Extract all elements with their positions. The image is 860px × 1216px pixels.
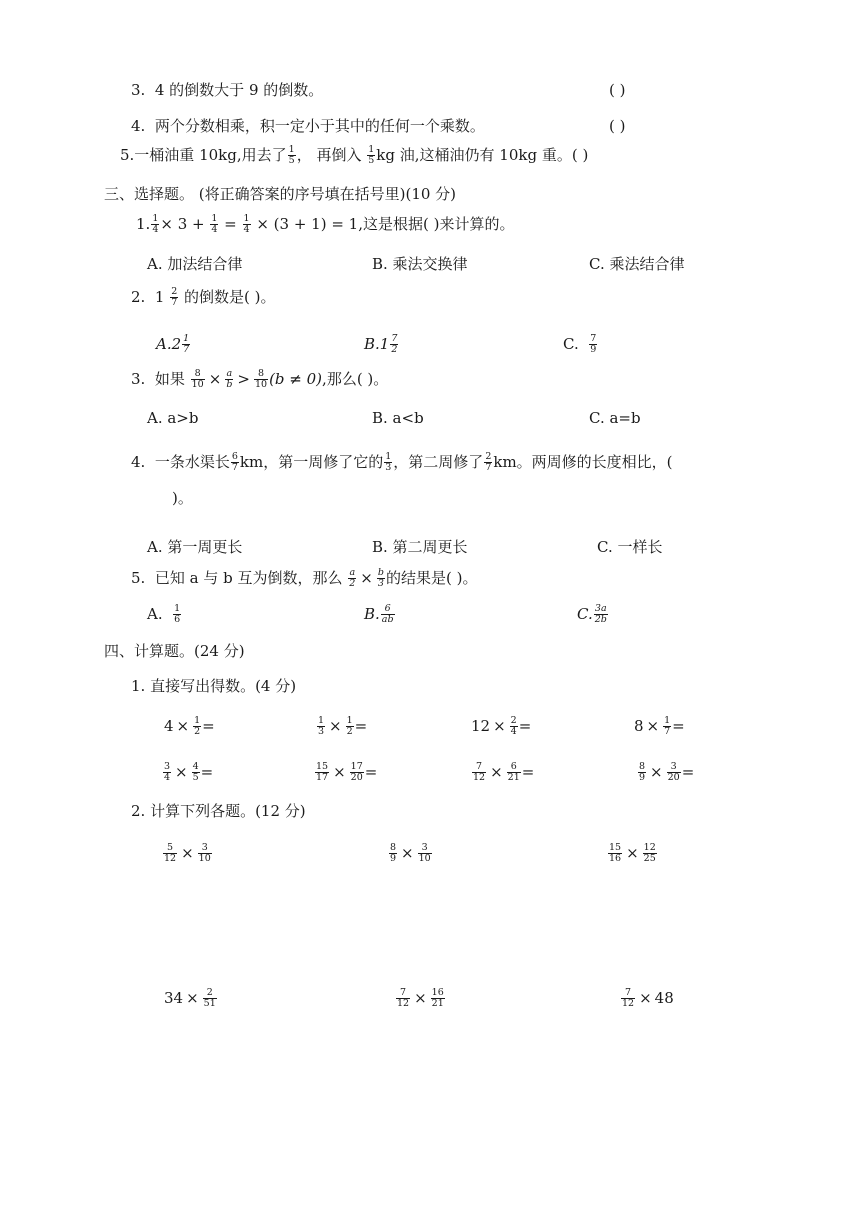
choice-q3: 3. 如果 $\frac{8}{10}$ × $\frac{a}{b}$ > $\frac{8}{10}$ (b ≠ 0),那么( )。 [131,367,389,390]
judge-q3: 3. 4 的倒数大于 9 的倒数。 [131,81,324,99]
choice-q4-option-a[interactable]: A. 第一周更长 [147,538,243,556]
choice-q4: 4. 一条水渠长 $\frac{6}{7}$ km，第一周修了它的 $\frac{1}{3}$ ，第二周修了 $\frac{2}{7}$ km。两周修的长度相比，( [131,450,673,473]
calc-part1-title: 1. 直接写出得数。(4 分) [131,677,297,695]
choice-q3-option-b[interactable]: B. a<b [372,409,424,427]
calc-item: $\frac{15}{16}$ × $\frac{12}{25}$ [609,841,656,864]
judge-q5: 5.一桶油重 10kg,用去了 $\frac{1}{5}$ ， 再倒入 $\frac{1}{5}$ kg 油,这桶油仍有 10kg 重。( ) [120,143,589,166]
section3-title: 三、选择题。 (将正确答案的序号填在括号里)(10 分) [104,185,457,203]
fraction: $\frac{1}{5}$ [368,143,375,166]
choice-q5-option-a[interactable]: A. $\frac{1}{6}$ [147,602,181,625]
calc-item: $\frac{15}{17}$ × $\frac{17}{20}$ = [316,760,378,783]
calc-item: $\frac{5}{12}$ × $\frac{3}{10}$ [164,841,211,864]
choice-q3-option-c[interactable]: C. a=b [589,409,641,427]
choice-q1-option-b[interactable]: B. 乘法交换律 [372,255,468,273]
choice-q1: 1. $\frac{1}{4}$ × 3 + $\frac{1}{4}$ = $\frac{1}{4}$ × (3 + 1) = 1,这是根据( )来计算的。 [136,212,515,235]
choice-q1-option-a[interactable]: A. 加法结合律 [147,255,243,273]
choice-q1-option-c[interactable]: C. 乘法结合律 [589,255,685,273]
choice-q5-option-b[interactable]: B. $\frac{6}{ab}$ [364,602,394,625]
fraction: $\frac{1}{5}$ [288,143,295,166]
calc-item: $\frac{3}{4}$ × $\frac{4}{5}$ = [164,760,214,783]
calc-item: $\frac{7}{12}$ × 48 [622,986,674,1009]
choice-q2-option-c[interactable]: C. $\frac{7}{9}$ [563,332,597,355]
calc-item: $\frac{1}{3}$ × $\frac{1}{2}$ = [318,714,368,737]
calc-item: $\frac{7}{12}$ × $\frac{16}{21}$ [397,986,444,1009]
calc-item: $\frac{7}{12}$ × $\frac{6}{21}$ = [473,760,535,783]
choice-q3-option-a[interactable]: A. a>b [147,409,199,427]
choice-q4-line2: )。 [172,489,193,507]
judge-q3-answer-paren[interactable]: ( ) [609,81,626,99]
choice-q4-option-b[interactable]: B. 第二周更长 [372,538,468,556]
choice-q2-option-a[interactable]: A.2 $\frac{1}{7}$ [156,332,190,355]
section4-title: 四、计算题。(24 分) [104,642,245,660]
choice-q5: 5. 已知 a 与 b 互为倒数，那么 $\frac{a}{2}$ × $\frac{b}{3}$ 的结果是( )。 [131,566,478,589]
choice-q4-option-c[interactable]: C. 一样长 [597,538,663,556]
calc-part2-title: 2. 计算下列各题。(12 分) [131,802,306,820]
calc-item: 34 × $\frac{2}{51}$ [164,986,216,1009]
choice-q5-option-c[interactable]: C. $\frac{3a}{2b}$ [577,602,607,625]
calc-item: 8 × $\frac{1}{7}$ = [634,714,685,737]
calc-item: $\frac{8}{9}$ × $\frac{3}{20}$ = [639,760,695,783]
choice-q2: 2. 1 $\frac{2}{7}$ 的倒数是( )。 [131,285,276,308]
calc-item: 4 × $\frac{1}{2}$ = [164,714,215,737]
judge-q4-answer-paren[interactable]: ( ) [609,117,626,135]
calc-item: $\frac{8}{9}$ × $\frac{3}{10}$ [390,841,431,864]
judge-q4: 4. 两个分数相乘，积一定小于其中的任何一个乘数。 [131,117,485,135]
calc-item: 12 × $\frac{2}{4}$ = [471,714,532,737]
choice-q2-option-b[interactable]: B.1 $\frac{7}{2}$ [364,332,398,355]
